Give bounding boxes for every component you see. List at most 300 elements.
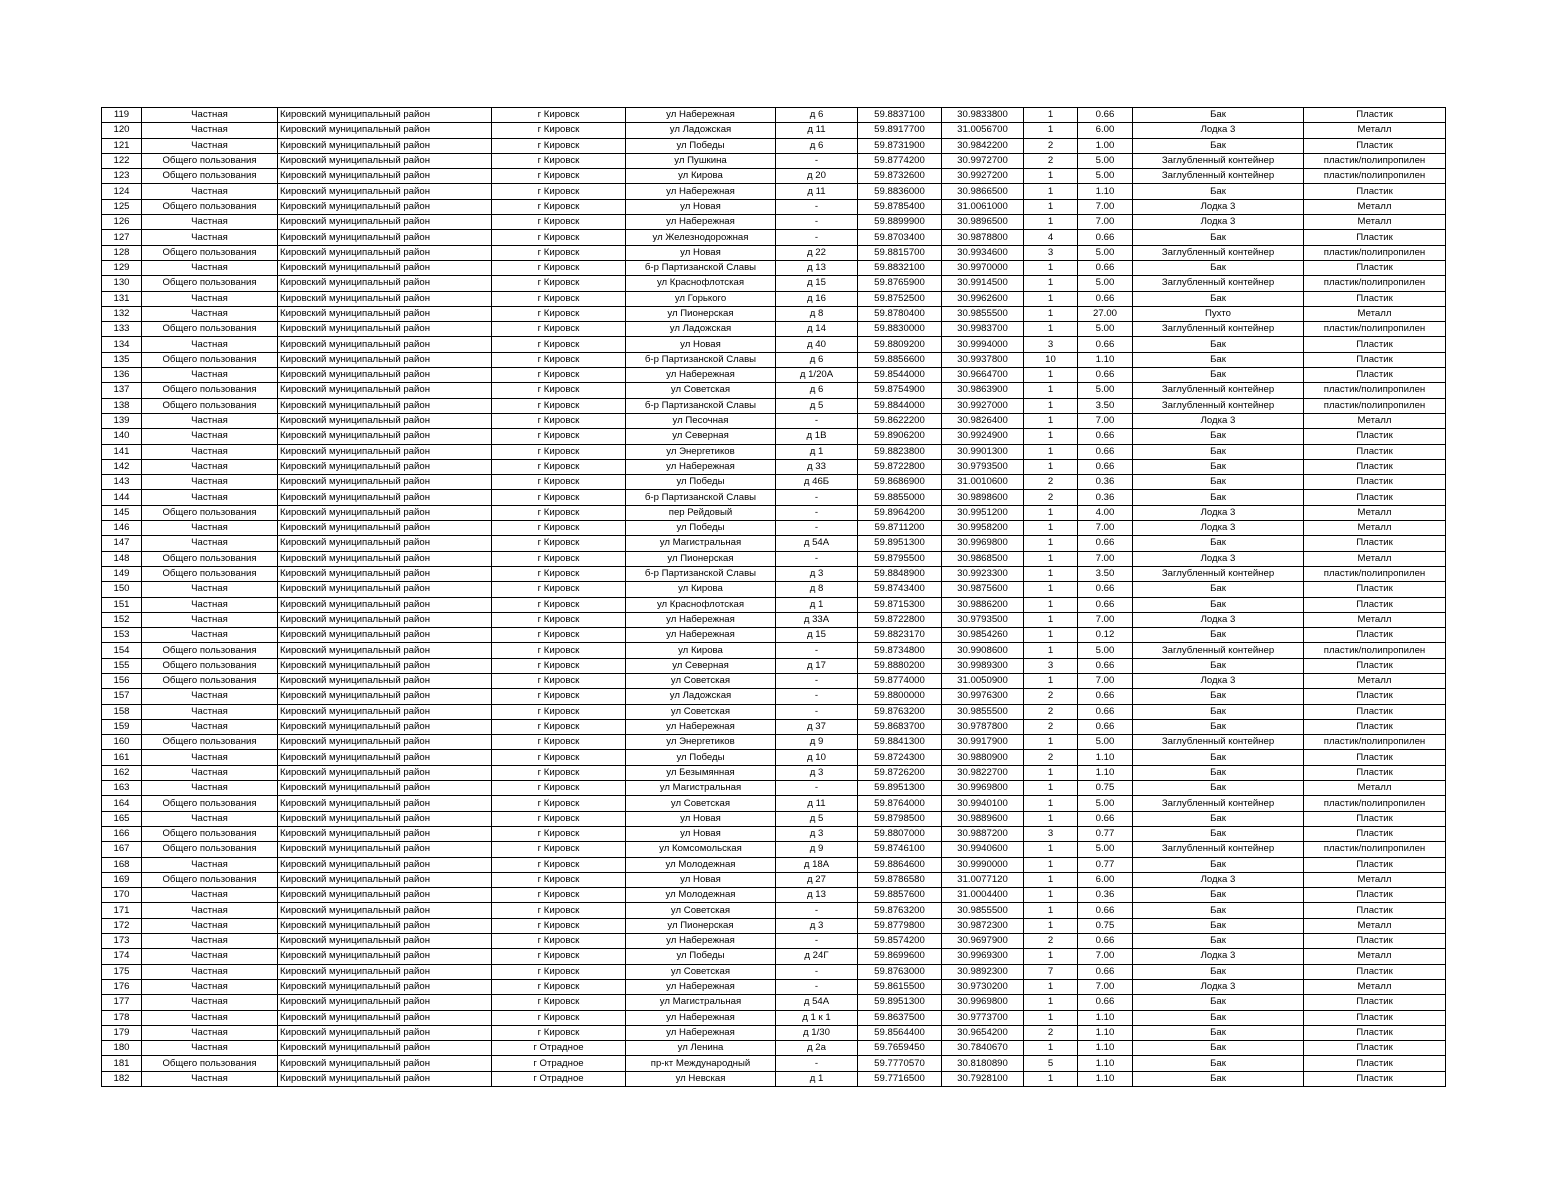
table-row	[102, 536, 1446, 551]
container-volume-cell: 1.00	[1078, 138, 1133, 153]
container-type-cell: Бак	[1133, 964, 1304, 979]
district-cell: Кировский муниципальный район	[278, 123, 492, 138]
table-row	[102, 735, 1446, 750]
container-volume-cell: 7.00	[1078, 949, 1133, 964]
container-volume-cell: 0.66	[1078, 964, 1133, 979]
container-type-cell: Бак	[1133, 704, 1304, 719]
site-type-cell: Частная	[142, 811, 278, 826]
material-cell: Пластик	[1304, 459, 1446, 474]
latitude-cell: 59.8574200	[858, 934, 942, 949]
district-cell: Кировский муниципальный район	[278, 628, 492, 643]
latitude-cell: 59.8951300	[858, 781, 942, 796]
container-volume-cell: 1.10	[1078, 1010, 1133, 1025]
house-cell: д 46Б	[776, 475, 858, 490]
site-type-cell: Общего пользования	[142, 658, 278, 673]
table-row	[102, 199, 1446, 214]
site-type-cell: Частная	[142, 215, 278, 230]
longitude-cell: 30.9976300	[942, 689, 1024, 704]
settlement-cell: г Кировск	[492, 536, 626, 551]
container-count-cell: 3	[1024, 658, 1078, 673]
settlement-cell: г Кировск	[492, 276, 626, 291]
longitude-cell: 30.9787800	[942, 719, 1024, 734]
container-count-cell: 1	[1024, 995, 1078, 1010]
container-type-cell: Бак	[1133, 826, 1304, 841]
settlement-cell: г Кировск	[492, 398, 626, 413]
site-type-cell: Общего пользования	[142, 398, 278, 413]
row-number-cell: 158	[102, 704, 142, 719]
district-cell: Кировский муниципальный район	[278, 719, 492, 734]
settlement-cell: г Кировск	[492, 934, 626, 949]
material-cell: Пластик	[1304, 1025, 1446, 1040]
row-number-cell: 151	[102, 597, 142, 612]
container-volume-cell: 3.50	[1078, 398, 1133, 413]
site-type-cell: Общего пользования	[142, 169, 278, 184]
site-type-cell: Общего пользования	[142, 352, 278, 367]
material-cell: пластик/полипропилен	[1304, 842, 1446, 857]
row-number-cell: 141	[102, 444, 142, 459]
street-cell: ул Набережная	[626, 979, 776, 994]
latitude-cell: 59.8807000	[858, 826, 942, 841]
site-type-cell: Частная	[142, 521, 278, 536]
house-cell: -	[776, 704, 858, 719]
container-type-cell: Бак	[1133, 475, 1304, 490]
row-number-cell: 162	[102, 765, 142, 780]
settlement-cell: г Кировск	[492, 459, 626, 474]
material-cell: Пластик	[1304, 704, 1446, 719]
longitude-cell: 30.9773700	[942, 1010, 1024, 1025]
settlement-cell: г Кировск	[492, 750, 626, 765]
site-type-cell: Частная	[142, 260, 278, 275]
row-number-cell: 145	[102, 505, 142, 520]
register-sheet	[101, 107, 1445, 1087]
settlement-cell: г Кировск	[492, 857, 626, 872]
container-type-cell: Бак	[1133, 628, 1304, 643]
container-volume-cell: 0.36	[1078, 490, 1133, 505]
container-volume-cell: 5.00	[1078, 643, 1133, 658]
row-number-cell: 181	[102, 1056, 142, 1071]
site-type-cell: Частная	[142, 459, 278, 474]
latitude-cell: 59.8564400	[858, 1025, 942, 1040]
house-cell: д 9	[776, 735, 858, 750]
settlement-cell: г Кировск	[492, 781, 626, 796]
material-cell: пластик/полипропилен	[1304, 643, 1446, 658]
settlement-cell: г Кировск	[492, 306, 626, 321]
site-type-cell: Частная	[142, 490, 278, 505]
district-cell: Кировский муниципальный район	[278, 597, 492, 612]
container-type-cell: Заглубленный контейнер	[1133, 566, 1304, 581]
site-type-cell: Частная	[142, 719, 278, 734]
container-volume-cell: 0.66	[1078, 689, 1133, 704]
longitude-cell: 30.9927000	[942, 398, 1024, 413]
latitude-cell: 59.8880200	[858, 658, 942, 673]
settlement-cell: г Кировск	[492, 138, 626, 153]
settlement-cell: г Кировск	[492, 995, 626, 1010]
house-cell: д 1/30	[776, 1025, 858, 1040]
latitude-cell: 59.8743400	[858, 582, 942, 597]
container-type-cell: Заглубленный контейнер	[1133, 383, 1304, 398]
house-cell: -	[776, 903, 858, 918]
street-cell: ул Новая	[626, 872, 776, 887]
latitude-cell: 59.7770570	[858, 1056, 942, 1071]
table-row	[102, 1041, 1446, 1056]
table-row	[102, 398, 1446, 413]
latitude-cell: 59.8615500	[858, 979, 942, 994]
house-cell: д 15	[776, 628, 858, 643]
latitude-cell: 59.8732600	[858, 169, 942, 184]
settlement-cell: г Кировск	[492, 658, 626, 673]
table-row	[102, 245, 1446, 260]
container-count-cell: 1	[1024, 291, 1078, 306]
table-row	[102, 153, 1446, 168]
latitude-cell: 59.8785400	[858, 199, 942, 214]
container-type-cell: Бак	[1133, 1041, 1304, 1056]
settlement-cell: г Кировск	[492, 826, 626, 841]
container-volume-cell: 5.00	[1078, 169, 1133, 184]
row-number-cell: 127	[102, 230, 142, 245]
container-sites-table	[101, 107, 1446, 1087]
site-type-cell: Общего пользования	[142, 1056, 278, 1071]
street-cell: ул Песочная	[626, 413, 776, 428]
longitude-cell: 30.9866500	[942, 184, 1024, 199]
container-type-cell: Лодка 3	[1133, 123, 1304, 138]
settlement-cell: г Кировск	[492, 888, 626, 903]
site-type-cell: Частная	[142, 903, 278, 918]
row-number-cell: 153	[102, 628, 142, 643]
container-count-cell: 1	[1024, 429, 1078, 444]
row-number-cell: 172	[102, 918, 142, 933]
site-type-cell: Общего пользования	[142, 872, 278, 887]
settlement-cell: г Кировск	[492, 429, 626, 444]
district-cell: Кировский муниципальный район	[278, 1041, 492, 1056]
container-volume-cell: 7.00	[1078, 215, 1133, 230]
latitude-cell: 59.8703400	[858, 230, 942, 245]
street-cell: ул Советская	[626, 673, 776, 688]
district-cell: Кировский муниципальный район	[278, 291, 492, 306]
site-type-cell: Общего пользования	[142, 673, 278, 688]
street-cell: ул Советская	[626, 704, 776, 719]
material-cell: Пластик	[1304, 628, 1446, 643]
site-type-cell: Частная	[142, 857, 278, 872]
row-number-cell: 149	[102, 566, 142, 581]
house-cell: д 17	[776, 658, 858, 673]
table-row	[102, 811, 1446, 826]
container-volume-cell: 0.66	[1078, 337, 1133, 352]
latitude-cell: 59.8964200	[858, 505, 942, 520]
settlement-cell: г Кировск	[492, 597, 626, 612]
latitude-cell: 59.8848900	[858, 566, 942, 581]
table-row	[102, 781, 1446, 796]
house-cell: д 33	[776, 459, 858, 474]
latitude-cell: 59.8830000	[858, 322, 942, 337]
container-count-cell: 1	[1024, 811, 1078, 826]
longitude-cell: 30.9970000	[942, 260, 1024, 275]
street-cell: ул Невская	[626, 1071, 776, 1086]
container-type-cell: Бак	[1133, 291, 1304, 306]
settlement-cell: г Кировск	[492, 184, 626, 199]
container-volume-cell: 0.66	[1078, 368, 1133, 383]
latitude-cell: 59.8763200	[858, 704, 942, 719]
street-cell: ул Набережная	[626, 215, 776, 230]
table-row	[102, 934, 1446, 949]
site-type-cell: Общего пользования	[142, 796, 278, 811]
latitude-cell: 59.8722800	[858, 612, 942, 627]
street-cell: ул Молодежная	[626, 888, 776, 903]
row-number-cell: 175	[102, 964, 142, 979]
site-type-cell: Общего пользования	[142, 383, 278, 398]
longitude-cell: 30.9793500	[942, 612, 1024, 627]
site-type-cell: Частная	[142, 1071, 278, 1086]
container-type-cell: Бак	[1133, 490, 1304, 505]
settlement-cell: г Кировск	[492, 123, 626, 138]
row-number-cell: 123	[102, 169, 142, 184]
longitude-cell: 30.9994000	[942, 337, 1024, 352]
container-type-cell: Бак	[1133, 429, 1304, 444]
container-type-cell: Бак	[1133, 857, 1304, 872]
street-cell: ул Горького	[626, 291, 776, 306]
site-type-cell: Общего пользования	[142, 199, 278, 214]
house-cell: -	[776, 673, 858, 688]
container-volume-cell: 1.10	[1078, 765, 1133, 780]
table-row	[102, 826, 1446, 841]
site-type-cell: Частная	[142, 1041, 278, 1056]
site-type-cell: Общего пользования	[142, 276, 278, 291]
container-type-cell: Лодка 3	[1133, 673, 1304, 688]
district-cell: Кировский муниципальный район	[278, 566, 492, 581]
latitude-cell: 59.8754900	[858, 383, 942, 398]
container-volume-cell: 0.66	[1078, 995, 1133, 1010]
latitude-cell: 59.8823170	[858, 628, 942, 643]
street-cell: ул Магистральная	[626, 995, 776, 1010]
material-cell: пластик/полипропилен	[1304, 398, 1446, 413]
district-cell: Кировский муниципальный район	[278, 169, 492, 184]
row-number-cell: 147	[102, 536, 142, 551]
material-cell: Металл	[1304, 413, 1446, 428]
district-cell: Кировский муниципальный район	[278, 521, 492, 536]
longitude-cell: 30.9969800	[942, 536, 1024, 551]
row-number-cell: 154	[102, 643, 142, 658]
street-cell: ул Набережная	[626, 1025, 776, 1040]
site-type-cell: Частная	[142, 291, 278, 306]
container-count-cell: 1	[1024, 505, 1078, 520]
container-type-cell: Бак	[1133, 1010, 1304, 1025]
district-cell: Кировский муниципальный район	[278, 949, 492, 964]
material-cell: Металл	[1304, 612, 1446, 627]
container-volume-cell: 0.66	[1078, 536, 1133, 551]
container-count-cell: 1	[1024, 260, 1078, 275]
street-cell: ул Комсомольская	[626, 842, 776, 857]
latitude-cell: 59.7716500	[858, 1071, 942, 1086]
settlement-cell: г Кировск	[492, 628, 626, 643]
latitude-cell: 59.8837100	[858, 108, 942, 123]
latitude-cell: 59.8763200	[858, 903, 942, 918]
house-cell: д 1 к 1	[776, 1010, 858, 1025]
district-cell: Кировский муниципальный район	[278, 735, 492, 750]
settlement-cell: г Кировск	[492, 949, 626, 964]
settlement-cell: г Кировск	[492, 337, 626, 352]
district-cell: Кировский муниципальный район	[278, 643, 492, 658]
row-number-cell: 130	[102, 276, 142, 291]
container-type-cell: Лодка 3	[1133, 979, 1304, 994]
longitude-cell: 30.9730200	[942, 979, 1024, 994]
house-cell: д 3	[776, 566, 858, 581]
district-cell: Кировский муниципальный район	[278, 1056, 492, 1071]
district-cell: Кировский муниципальный район	[278, 934, 492, 949]
longitude-cell: 30.9934600	[942, 245, 1024, 260]
material-cell: Пластик	[1304, 826, 1446, 841]
district-cell: Кировский муниципальный район	[278, 1025, 492, 1040]
street-cell: ул Северная	[626, 429, 776, 444]
container-volume-cell: 1.10	[1078, 352, 1133, 367]
longitude-cell: 30.9863900	[942, 383, 1024, 398]
longitude-cell: 30.9793500	[942, 459, 1024, 474]
row-number-cell: 152	[102, 612, 142, 627]
latitude-cell: 59.8731900	[858, 138, 942, 153]
row-number-cell: 138	[102, 398, 142, 413]
container-count-cell: 1	[1024, 383, 1078, 398]
container-type-cell: Заглубленный контейнер	[1133, 153, 1304, 168]
street-cell: ул Пушкина	[626, 153, 776, 168]
material-cell: Металл	[1304, 949, 1446, 964]
district-cell: Кировский муниципальный район	[278, 964, 492, 979]
house-cell: д 40	[776, 337, 858, 352]
row-number-cell: 124	[102, 184, 142, 199]
district-cell: Кировский муниципальный район	[278, 918, 492, 933]
street-cell: пр-кт Международный	[626, 1056, 776, 1071]
container-count-cell: 1	[1024, 612, 1078, 627]
longitude-cell: 30.9854260	[942, 628, 1024, 643]
longitude-cell: 30.9887200	[942, 826, 1024, 841]
container-type-cell: Заглубленный контейнер	[1133, 796, 1304, 811]
house-cell: д 8	[776, 582, 858, 597]
district-cell: Кировский муниципальный район	[278, 551, 492, 566]
street-cell: ул Победы	[626, 949, 776, 964]
settlement-cell: г Отрадное	[492, 1041, 626, 1056]
longitude-cell: 31.0004400	[942, 888, 1024, 903]
settlement-cell: г Кировск	[492, 368, 626, 383]
container-count-cell: 1	[1024, 566, 1078, 581]
longitude-cell: 31.0077120	[942, 872, 1024, 887]
settlement-cell: г Кировск	[492, 704, 626, 719]
street-cell: б-р Партизанской Славы	[626, 398, 776, 413]
street-cell: ул Советская	[626, 964, 776, 979]
container-count-cell: 2	[1024, 689, 1078, 704]
longitude-cell: 30.7928100	[942, 1071, 1024, 1086]
container-type-cell: Бак	[1133, 1025, 1304, 1040]
container-count-cell: 3	[1024, 826, 1078, 841]
container-count-cell: 2	[1024, 1025, 1078, 1040]
table-row	[102, 719, 1446, 734]
settlement-cell: г Кировск	[492, 475, 626, 490]
row-number-cell: 177	[102, 995, 142, 1010]
container-count-cell: 1	[1024, 551, 1078, 566]
container-type-cell: Бак	[1133, 689, 1304, 704]
longitude-cell: 30.9940100	[942, 796, 1024, 811]
container-count-cell: 2	[1024, 719, 1078, 734]
table-row	[102, 995, 1446, 1010]
container-count-cell: 10	[1024, 352, 1078, 367]
table-row	[102, 582, 1446, 597]
longitude-cell: 30.9664700	[942, 368, 1024, 383]
street-cell: ул Новая	[626, 245, 776, 260]
latitude-cell: 59.8906200	[858, 429, 942, 444]
street-cell: ул Новая	[626, 199, 776, 214]
container-volume-cell: 1.10	[1078, 1041, 1133, 1056]
container-type-cell: Лодка 3	[1133, 521, 1304, 536]
latitude-cell: 59.8864600	[858, 857, 942, 872]
container-volume-cell: 5.00	[1078, 796, 1133, 811]
street-cell: ул Пионерская	[626, 918, 776, 933]
table-row	[102, 1010, 1446, 1025]
district-cell: Кировский муниципальный район	[278, 903, 492, 918]
house-cell: д 22	[776, 245, 858, 260]
settlement-cell: г Отрадное	[492, 1071, 626, 1086]
row-number-cell: 163	[102, 781, 142, 796]
table-row	[102, 429, 1446, 444]
container-count-cell: 1	[1024, 199, 1078, 214]
house-cell: -	[776, 979, 858, 994]
row-number-cell: 155	[102, 658, 142, 673]
material-cell: Пластик	[1304, 689, 1446, 704]
district-cell: Кировский муниципальный район	[278, 658, 492, 673]
settlement-cell: г Кировск	[492, 215, 626, 230]
row-number-cell: 173	[102, 934, 142, 949]
settlement-cell: г Кировск	[492, 245, 626, 260]
latitude-cell: 59.8951300	[858, 536, 942, 551]
settlement-cell: г Кировск	[492, 719, 626, 734]
container-volume-cell: 7.00	[1078, 612, 1133, 627]
settlement-cell: г Кировск	[492, 673, 626, 688]
latitude-cell: 59.7659450	[858, 1041, 942, 1056]
settlement-cell: г Кировск	[492, 505, 626, 520]
container-count-cell: 1	[1024, 781, 1078, 796]
container-type-cell: Бак	[1133, 459, 1304, 474]
table-row	[102, 597, 1446, 612]
row-number-cell: 126	[102, 215, 142, 230]
longitude-cell: 30.9886200	[942, 597, 1024, 612]
district-cell: Кировский муниципальный район	[278, 995, 492, 1010]
house-cell: д 1/20А	[776, 368, 858, 383]
latitude-cell: 59.8798500	[858, 811, 942, 826]
longitude-cell: 30.9868500	[942, 551, 1024, 566]
street-cell: ул Энергетиков	[626, 444, 776, 459]
district-cell: Кировский муниципальный район	[278, 276, 492, 291]
site-type-cell: Частная	[142, 444, 278, 459]
container-type-cell: Бак	[1133, 1056, 1304, 1071]
table-row	[102, 521, 1446, 536]
container-count-cell: 2	[1024, 138, 1078, 153]
container-volume-cell: 5.00	[1078, 276, 1133, 291]
street-cell: ул Набережная	[626, 612, 776, 627]
site-type-cell: Частная	[142, 184, 278, 199]
row-number-cell: 148	[102, 551, 142, 566]
longitude-cell: 30.9951200	[942, 505, 1024, 520]
material-cell: Металл	[1304, 872, 1446, 887]
container-type-cell: Бак	[1133, 765, 1304, 780]
longitude-cell: 30.9880900	[942, 750, 1024, 765]
latitude-cell: 59.8844000	[858, 398, 942, 413]
table-row	[102, 1056, 1446, 1071]
district-cell: Кировский муниципальный район	[278, 184, 492, 199]
container-count-cell: 2	[1024, 750, 1078, 765]
container-count-cell: 3	[1024, 245, 1078, 260]
district-cell: Кировский муниципальный район	[278, 215, 492, 230]
container-type-cell: Пухто	[1133, 306, 1304, 321]
table-row	[102, 872, 1446, 887]
container-type-cell: Заглубленный контейнер	[1133, 735, 1304, 750]
longitude-cell: 30.9901300	[942, 444, 1024, 459]
street-cell: б-р Партизанской Славы	[626, 352, 776, 367]
house-cell: д 11	[776, 184, 858, 199]
